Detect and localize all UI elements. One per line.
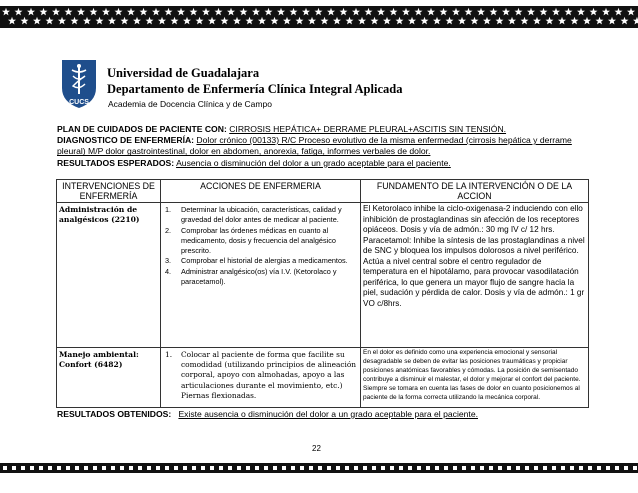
intervention-cell: Administración de analgésicos (2210) xyxy=(57,203,161,348)
actions-cell xyxy=(161,348,361,408)
border-dash xyxy=(624,466,628,470)
border-dash xyxy=(138,466,142,470)
table-header-row xyxy=(57,180,589,203)
border-dash xyxy=(615,466,619,470)
border-dash xyxy=(66,466,70,470)
diagnosis-label: DIAGNOSTICO DE ENFERMERÍA: xyxy=(57,135,195,146)
diagnosis-line xyxy=(57,135,587,157)
border-dash xyxy=(30,466,34,470)
border-dash xyxy=(39,466,43,470)
plan-line xyxy=(57,124,587,135)
border-dash xyxy=(462,466,466,470)
border-dash xyxy=(363,466,367,470)
border-dash xyxy=(75,466,79,470)
border-dash xyxy=(570,466,574,470)
expected-results-label: RESULTADOS ESPERADOS: xyxy=(57,157,175,168)
plan-label: PLAN DE CUIDADOS DE PACIENTE CON: xyxy=(57,124,227,134)
table-row xyxy=(57,348,589,408)
actions-list xyxy=(161,348,360,403)
border-dash xyxy=(480,466,484,470)
border-dash xyxy=(147,466,151,470)
list-item: 1. Determinar la ubicación, características, calidad y gravedad del dolor antes de medicar al paciente. xyxy=(165,205,342,225)
border-dash xyxy=(12,466,16,470)
obtained-results-label: RESULTADOS OBTENIDOS: xyxy=(57,409,172,419)
border-dash xyxy=(111,466,115,470)
academia-name: Academia de Docencia Clínica y de Campo xyxy=(108,99,272,109)
border-dash xyxy=(543,466,547,470)
border-dash xyxy=(498,466,502,470)
border-dash xyxy=(471,466,475,470)
obtained-results-line xyxy=(57,409,478,419)
border-dash xyxy=(534,466,538,470)
border-dash xyxy=(426,466,430,470)
border-dash xyxy=(372,466,376,470)
border-dash xyxy=(129,466,133,470)
list-item: 4. Administrar analgésico(os) vía I.V. (Ketorolaco y paracetamol). xyxy=(165,266,337,287)
border-dash xyxy=(345,466,349,470)
care-plan-summary xyxy=(57,124,587,169)
border-dash xyxy=(516,466,520,470)
border-dash xyxy=(219,466,223,470)
header-fundamento: FUNDAMENTO DE LA INTERVENCIÓN O DE LA ACCION xyxy=(361,180,589,203)
border-dash xyxy=(291,466,295,470)
header-interventions: INTERVENCIONES DE ENFERMERÍA xyxy=(57,180,161,203)
border-dash xyxy=(21,466,25,470)
fundamento-cell: En el dolor es definido como una experiencia emocional y sensorial desagradable se deben de evitar las posiciones traumáticas y propiciar posiciones anatómicas favorables y cómodas. La posición de semisentado contribuye a disminuir el malestar, el dolor y mejorar el confort del paciente. Siempre se tomara en cuenta las fases de dolor en cuanto posicionemos al paciente de la forma correcta utilizando la mecánica corporal. xyxy=(361,348,589,408)
border-dash xyxy=(201,466,205,470)
border-dash xyxy=(633,466,637,470)
border-dash xyxy=(453,466,457,470)
border-dash xyxy=(183,466,187,470)
border-dash xyxy=(246,466,250,470)
border-dash xyxy=(309,466,313,470)
border-dash xyxy=(210,466,214,470)
border-dash xyxy=(300,466,304,470)
border-dash xyxy=(165,466,169,470)
border-dash xyxy=(84,466,88,470)
border-dash xyxy=(264,466,268,470)
border-dash xyxy=(192,466,196,470)
intervention-cell: Manejo ambiental: Confort (6482) xyxy=(57,348,161,408)
border-dash xyxy=(417,466,421,470)
border-dash xyxy=(228,466,232,470)
page-number: 22 xyxy=(312,444,321,453)
border-dash xyxy=(399,466,403,470)
border-dash xyxy=(489,466,493,470)
border-dash xyxy=(561,466,565,470)
logo-text: CUCS xyxy=(69,99,89,106)
border-dash xyxy=(579,466,583,470)
border-dash xyxy=(597,466,601,470)
border-dash xyxy=(273,466,277,470)
border-dash xyxy=(3,466,7,470)
border-dash xyxy=(408,466,412,470)
university-name: Universidad de Guadalajara xyxy=(107,66,260,80)
border-dash xyxy=(327,466,331,470)
table-row xyxy=(57,203,589,348)
diagnosis-value: Dolor crónico (00133) R/C Proceso evolutivo de la misma enfermedad (cirrosis hepática y derrame pleural) M/P dolor gastrointestinal, dolor en abdomen, anorexia, fatiga, informes verbales de dolor. xyxy=(57,135,572,157)
bottom-border xyxy=(0,463,638,473)
header-actions: ACCIONES DE ENFERMERIA xyxy=(161,180,361,203)
border-dash xyxy=(102,466,106,470)
list-item: 1. Colocar al paciente de forma que facilite su comodidad (utilizando principios de alineación corporal, apoyo con almohadas, apoyo a las articulaciones durante el movimiento, etc.) Piernas flexionadas. xyxy=(165,350,357,400)
expected-results-value: Ausencia o disminución del dolor a un grado aceptable para el paciente. xyxy=(176,157,451,168)
border-dash xyxy=(120,466,124,470)
border-dash xyxy=(57,466,61,470)
list-item: 2. Comprobar las órdenes médicas en cuanto al medicamento, dosis y frecuencia del analgésico prescrito. xyxy=(165,225,336,256)
border-dash xyxy=(318,466,322,470)
list-item: 3. Comprobar el historial de alergias a medicamentos. xyxy=(165,256,348,266)
obtained-results-value: Existe ausencia o disminución del dolor a un grado aceptable para el paciente. xyxy=(178,409,478,419)
border-dash xyxy=(336,466,340,470)
top-star-border xyxy=(0,6,638,28)
border-dash xyxy=(552,466,556,470)
expected-results-line xyxy=(57,158,587,169)
university-logo xyxy=(58,58,100,110)
department-name: Departamento de Enfermería Clínica Integral Aplicada xyxy=(107,82,403,96)
fundamento-cell: El Ketorolaco inhibe la ciclo-oxigenasa-2 induciendo con ello inhibición de prostaglandinas sin afección de los receptores opiáceos. Dosis y vía de admón.: 30 mg IV c/ 12 hrs. Paracetamol: Inhibe la síntesis de las prostaglandinas a nivel de SNC y bloquea los impulsos dolorosos a nivel periférico. Actúa a nivel central sobre el centro regulador de temperatura en el hipotálamo, para provocar vasodilatación periférica, lo que genera un mayor flujo de sangre hacia la piel, sudación y pérdida de calor. Dosis y vía de admón.: 1 gr VO c/8hrs. xyxy=(361,203,589,348)
actions-list xyxy=(161,203,360,289)
actions-cell xyxy=(161,203,361,348)
border-dash xyxy=(93,466,97,470)
border-dash xyxy=(156,466,160,470)
border-dash xyxy=(606,466,610,470)
border-dash xyxy=(588,466,592,470)
border-dash xyxy=(435,466,439,470)
border-dash xyxy=(174,466,178,470)
border-dash xyxy=(255,466,259,470)
border-dash xyxy=(525,466,529,470)
border-dash xyxy=(282,466,286,470)
border-dash xyxy=(354,466,358,470)
border-dash xyxy=(237,466,241,470)
border-dash xyxy=(390,466,394,470)
border-dash xyxy=(444,466,448,470)
border-dash xyxy=(48,466,52,470)
care-plan-table xyxy=(56,179,589,408)
border-dash xyxy=(507,466,511,470)
border-dash xyxy=(381,466,385,470)
plan-value: CIRROSIS HEPÁTICA+ DERRAME PLEURAL+ASCITIS SIN TENSIÓN. xyxy=(229,124,507,134)
